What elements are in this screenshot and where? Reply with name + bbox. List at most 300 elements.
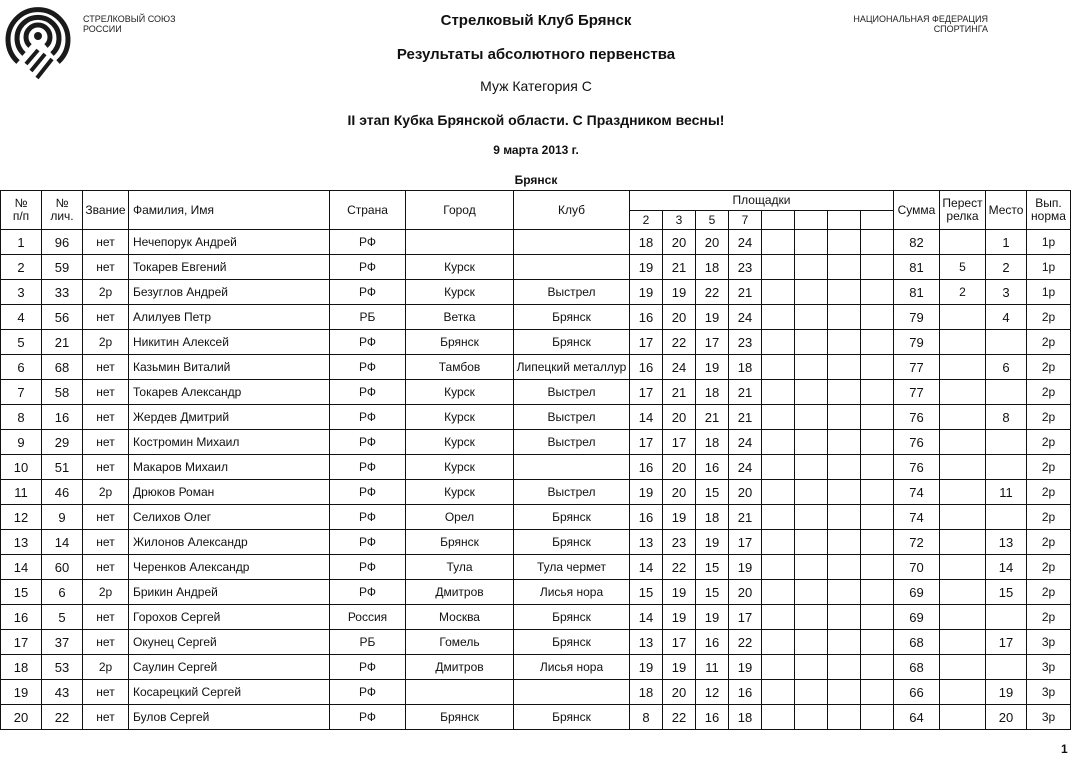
event-date: 9 марта 2013 г.	[493, 143, 579, 157]
table-row	[1, 530, 1071, 555]
shootoff	[940, 355, 986, 380]
club: Выстрел	[514, 280, 630, 305]
station-score: 21	[729, 405, 762, 430]
city: Тула	[406, 555, 514, 580]
place: 17	[986, 630, 1027, 655]
club: Брянск	[514, 705, 630, 730]
station-score	[762, 280, 795, 305]
station-header: 5	[696, 211, 729, 230]
norm: 2р	[1027, 430, 1071, 455]
station-score: 15	[630, 580, 663, 605]
row-number: 5	[1, 330, 42, 355]
row-number: 8	[1, 405, 42, 430]
station-score	[828, 655, 861, 680]
station-score: 11	[696, 655, 729, 680]
station-score	[795, 480, 828, 505]
station-score	[795, 530, 828, 555]
station-score	[762, 230, 795, 255]
header-lic-line2: лич.	[50, 209, 74, 223]
station-score: 19	[663, 605, 696, 630]
license-number: 96	[42, 230, 83, 255]
athlete-name: Алилуев Петр	[129, 305, 330, 330]
station-score	[861, 505, 894, 530]
station-score: 12	[696, 680, 729, 705]
club: Лисья нора	[514, 655, 630, 680]
station-score	[762, 630, 795, 655]
station-score	[828, 455, 861, 480]
station-score	[861, 530, 894, 555]
row-number: 4	[1, 305, 42, 330]
table-row	[1, 405, 1071, 430]
place: 14	[986, 555, 1027, 580]
row-number: 16	[1, 605, 42, 630]
athlete-name: Токарев Александр	[129, 380, 330, 405]
row-number: 1	[1, 230, 42, 255]
station-score	[861, 330, 894, 355]
event-city: Брянск	[514, 173, 558, 187]
license-number: 56	[42, 305, 83, 330]
station-score: 14	[630, 555, 663, 580]
norm: 2р	[1027, 405, 1071, 430]
norm: 3р	[1027, 655, 1071, 680]
station-score	[828, 255, 861, 280]
station-score	[861, 605, 894, 630]
table-row	[1, 605, 1071, 630]
station-score: 16	[696, 630, 729, 655]
athlete-name: Селихов Олег	[129, 505, 330, 530]
station-score: 20	[663, 480, 696, 505]
header-city: Город	[406, 191, 514, 230]
station-score: 15	[696, 480, 729, 505]
sum: 77	[894, 355, 940, 380]
station-score	[795, 305, 828, 330]
station-score: 22	[696, 280, 729, 305]
station-score	[795, 455, 828, 480]
club: Лисья нора	[514, 580, 630, 605]
station-score: 16	[630, 455, 663, 480]
city: Орел	[406, 505, 514, 530]
shootoff	[940, 680, 986, 705]
header-norm	[1027, 191, 1071, 230]
city: Курск	[406, 380, 514, 405]
athlete-name: Костромин Михаил	[129, 430, 330, 455]
station-score: 18	[630, 680, 663, 705]
station-score: 20	[663, 405, 696, 430]
norm: 2р	[1027, 505, 1071, 530]
row-number: 17	[1, 630, 42, 655]
station-score	[795, 230, 828, 255]
sum: 79	[894, 330, 940, 355]
station-score: 22	[729, 630, 762, 655]
station-score: 19	[663, 505, 696, 530]
sum: 70	[894, 555, 940, 580]
row-number: 7	[1, 380, 42, 405]
country: РФ	[330, 480, 406, 505]
city: Курск	[406, 405, 514, 430]
station-score	[828, 305, 861, 330]
sum: 69	[894, 580, 940, 605]
station-score: 19	[630, 655, 663, 680]
station-score	[861, 655, 894, 680]
station-score: 23	[729, 330, 762, 355]
station-score: 15	[696, 555, 729, 580]
station-header	[828, 211, 861, 230]
country: РФ	[330, 655, 406, 680]
place	[986, 455, 1027, 480]
station-score: 24	[663, 355, 696, 380]
license-number: 29	[42, 430, 83, 455]
rank: нет	[83, 255, 129, 280]
shootoff	[940, 655, 986, 680]
shootoff: 5	[940, 255, 986, 280]
country: РБ	[330, 630, 406, 655]
row-number: 10	[1, 455, 42, 480]
club: Брянск	[514, 505, 630, 530]
city: Курск	[406, 455, 514, 480]
header-lic-line1: №	[55, 196, 69, 210]
athlete-name: Булов Сергей	[129, 705, 330, 730]
station-score	[762, 530, 795, 555]
station-score	[762, 480, 795, 505]
license-number: 33	[42, 280, 83, 305]
city: Тамбов	[406, 355, 514, 380]
table-row	[1, 680, 1071, 705]
norm: 2р	[1027, 455, 1071, 480]
station-score	[762, 380, 795, 405]
station-score: 18	[696, 380, 729, 405]
country: РФ	[330, 405, 406, 430]
rank: нет	[83, 230, 129, 255]
station-score	[762, 555, 795, 580]
station-score: 20	[663, 305, 696, 330]
license-number: 58	[42, 380, 83, 405]
header-shootoff-line2: релка	[946, 209, 979, 223]
athlete-name: Казьмин Виталий	[129, 355, 330, 380]
sum: 69	[894, 605, 940, 630]
shootoff	[940, 580, 986, 605]
station-score: 23	[729, 255, 762, 280]
station-score: 20	[663, 230, 696, 255]
sum: 76	[894, 405, 940, 430]
place	[986, 330, 1027, 355]
club	[514, 455, 630, 480]
city: Курск	[406, 280, 514, 305]
table-row	[1, 230, 1071, 255]
table-row	[1, 655, 1071, 680]
station-score	[861, 455, 894, 480]
station-score	[828, 605, 861, 630]
norm: 3р	[1027, 630, 1071, 655]
athlete-name: Дрюков Роман	[129, 480, 330, 505]
country: РБ	[330, 305, 406, 330]
station-score	[828, 405, 861, 430]
sum: 66	[894, 680, 940, 705]
station-score: 18	[696, 255, 729, 280]
station-score: 19	[729, 555, 762, 580]
station-score: 23	[663, 530, 696, 555]
station-score: 19	[696, 305, 729, 330]
station-score	[861, 280, 894, 305]
station-score	[828, 505, 861, 530]
norm: 2р	[1027, 480, 1071, 505]
sum: 82	[894, 230, 940, 255]
club: Тула чермет	[514, 555, 630, 580]
shootoff	[940, 605, 986, 630]
athlete-name: Жилонов Александр	[129, 530, 330, 555]
station-score: 22	[663, 705, 696, 730]
place: 20	[986, 705, 1027, 730]
rank: нет	[83, 380, 129, 405]
country: Россия	[330, 605, 406, 630]
sum: 81	[894, 255, 940, 280]
station-score: 17	[663, 630, 696, 655]
results-table	[0, 190, 1071, 730]
station-score	[861, 480, 894, 505]
city: Курск	[406, 480, 514, 505]
club: Брянск	[514, 630, 630, 655]
license-number: 37	[42, 630, 83, 655]
station-score	[828, 480, 861, 505]
station-score: 16	[729, 680, 762, 705]
place: 15	[986, 580, 1027, 605]
city: Москва	[406, 605, 514, 630]
country: РФ	[330, 330, 406, 355]
license-number: 53	[42, 655, 83, 680]
rank: 2р	[83, 580, 129, 605]
station-score: 20	[663, 455, 696, 480]
station-score: 17	[729, 605, 762, 630]
rank: нет	[83, 555, 129, 580]
station-score	[861, 580, 894, 605]
row-number: 18	[1, 655, 42, 680]
row-number: 2	[1, 255, 42, 280]
country: РФ	[330, 380, 406, 405]
shootoff	[940, 480, 986, 505]
club: Брянск	[514, 305, 630, 330]
license-number: 43	[42, 680, 83, 705]
sum: 77	[894, 380, 940, 405]
sum: 81	[894, 280, 940, 305]
station-score	[828, 330, 861, 355]
station-score: 21	[663, 255, 696, 280]
station-score: 21	[729, 505, 762, 530]
station-score: 17	[696, 330, 729, 355]
athlete-name: Макаров Михаил	[129, 455, 330, 480]
city: Гомель	[406, 630, 514, 655]
station-score	[762, 680, 795, 705]
rank: нет	[83, 355, 129, 380]
club	[514, 680, 630, 705]
header-rank: Звание	[83, 191, 129, 230]
station-score: 14	[630, 605, 663, 630]
place: 2	[986, 255, 1027, 280]
athlete-name: Токарев Евгений	[129, 255, 330, 280]
country: РФ	[330, 355, 406, 380]
table-row	[1, 505, 1071, 530]
station-score	[828, 680, 861, 705]
station-score	[762, 330, 795, 355]
country: РФ	[330, 230, 406, 255]
place: 4	[986, 305, 1027, 330]
station-score: 17	[630, 430, 663, 455]
license-number: 22	[42, 705, 83, 730]
station-score: 18	[696, 505, 729, 530]
station-score	[762, 455, 795, 480]
rank: нет	[83, 455, 129, 480]
station-score	[861, 630, 894, 655]
results-body	[1, 230, 1071, 730]
shootoff	[940, 505, 986, 530]
club: Брянск	[514, 330, 630, 355]
license-number: 51	[42, 455, 83, 480]
place	[986, 430, 1027, 455]
station-score	[795, 380, 828, 405]
rank: 2р	[83, 280, 129, 305]
sum: 68	[894, 630, 940, 655]
shootoff	[940, 380, 986, 405]
license-number: 9	[42, 505, 83, 530]
station-header	[861, 211, 894, 230]
station-score	[795, 680, 828, 705]
table-row	[1, 280, 1071, 305]
norm: 2р	[1027, 580, 1071, 605]
rank: нет	[83, 705, 129, 730]
club: Брянск	[514, 530, 630, 555]
station-score	[861, 230, 894, 255]
header-shootoff	[940, 191, 986, 230]
place	[986, 605, 1027, 630]
station-score: 16	[696, 705, 729, 730]
station-score	[861, 380, 894, 405]
station-score	[762, 355, 795, 380]
station-score: 16	[630, 305, 663, 330]
license-number: 59	[42, 255, 83, 280]
place: 13	[986, 530, 1027, 555]
station-score: 16	[630, 505, 663, 530]
norm: 1р	[1027, 255, 1071, 280]
station-score: 16	[696, 455, 729, 480]
rank: 2р	[83, 655, 129, 680]
station-score	[762, 605, 795, 630]
station-score: 18	[630, 230, 663, 255]
club: Брянск	[514, 605, 630, 630]
shootoff: 2	[940, 280, 986, 305]
station-score	[828, 355, 861, 380]
rank: 2р	[83, 480, 129, 505]
rank: 2р	[83, 330, 129, 355]
row-number: 20	[1, 705, 42, 730]
place	[986, 380, 1027, 405]
category-title: Муж Категория С	[480, 78, 592, 94]
row-number: 19	[1, 680, 42, 705]
station-score: 20	[729, 480, 762, 505]
country: РФ	[330, 255, 406, 280]
station-score: 18	[729, 355, 762, 380]
country: РФ	[330, 680, 406, 705]
norm: 2р	[1027, 530, 1071, 555]
station-score	[795, 580, 828, 605]
station-score: 19	[663, 580, 696, 605]
station-score	[861, 405, 894, 430]
station-score: 8	[630, 705, 663, 730]
rank: нет	[83, 630, 129, 655]
station-score: 19	[729, 655, 762, 680]
rank: нет	[83, 430, 129, 455]
table-row	[1, 705, 1071, 730]
norm: 1р	[1027, 280, 1071, 305]
header-shootoff-line1: Перест	[942, 196, 983, 210]
shootoff	[940, 430, 986, 455]
city: Курск	[406, 255, 514, 280]
license-number: 14	[42, 530, 83, 555]
shootoff	[940, 330, 986, 355]
place	[986, 655, 1027, 680]
header-place: Место	[986, 191, 1027, 230]
station-score	[828, 555, 861, 580]
station-score	[762, 705, 795, 730]
station-score	[828, 630, 861, 655]
sum: 64	[894, 705, 940, 730]
city	[406, 230, 514, 255]
station-score	[762, 405, 795, 430]
place: 19	[986, 680, 1027, 705]
row-number: 6	[1, 355, 42, 380]
shootoff	[940, 455, 986, 480]
station-header: 7	[729, 211, 762, 230]
row-number: 9	[1, 430, 42, 455]
station-score	[762, 655, 795, 680]
station-score: 21	[729, 280, 762, 305]
org-left-line2: РОССИИ	[83, 24, 122, 34]
athlete-name: Черенков Александр	[129, 555, 330, 580]
row-number: 12	[1, 505, 42, 530]
license-number: 6	[42, 580, 83, 605]
station-score	[861, 705, 894, 730]
table-row	[1, 480, 1071, 505]
station-score: 15	[696, 580, 729, 605]
station-score	[828, 230, 861, 255]
station-score	[795, 605, 828, 630]
country: РФ	[330, 705, 406, 730]
club-title: Стрелковый Клуб Брянск	[440, 12, 632, 29]
station-score: 24	[729, 455, 762, 480]
station-score: 19	[630, 280, 663, 305]
city: Брянск	[406, 530, 514, 555]
place: 8	[986, 405, 1027, 430]
table-row	[1, 305, 1071, 330]
station-score	[828, 430, 861, 455]
row-number: 3	[1, 280, 42, 305]
station-score: 17	[729, 530, 762, 555]
norm: 2р	[1027, 330, 1071, 355]
table-row	[1, 380, 1071, 405]
sum: 76	[894, 430, 940, 455]
club: Выстрел	[514, 480, 630, 505]
station-score: 24	[729, 305, 762, 330]
station-header	[762, 211, 795, 230]
athlete-name: Безуглов Андрей	[129, 280, 330, 305]
station-score: 19	[696, 605, 729, 630]
club: Выстрел	[514, 430, 630, 455]
header-stations: Площадки	[630, 191, 894, 211]
club: Выстрел	[514, 380, 630, 405]
athlete-name: Горохов Сергей	[129, 605, 330, 630]
country: РФ	[330, 580, 406, 605]
station-score	[861, 555, 894, 580]
city: Ветка	[406, 305, 514, 330]
club: Липецкий металлур	[514, 355, 630, 380]
city	[406, 680, 514, 705]
